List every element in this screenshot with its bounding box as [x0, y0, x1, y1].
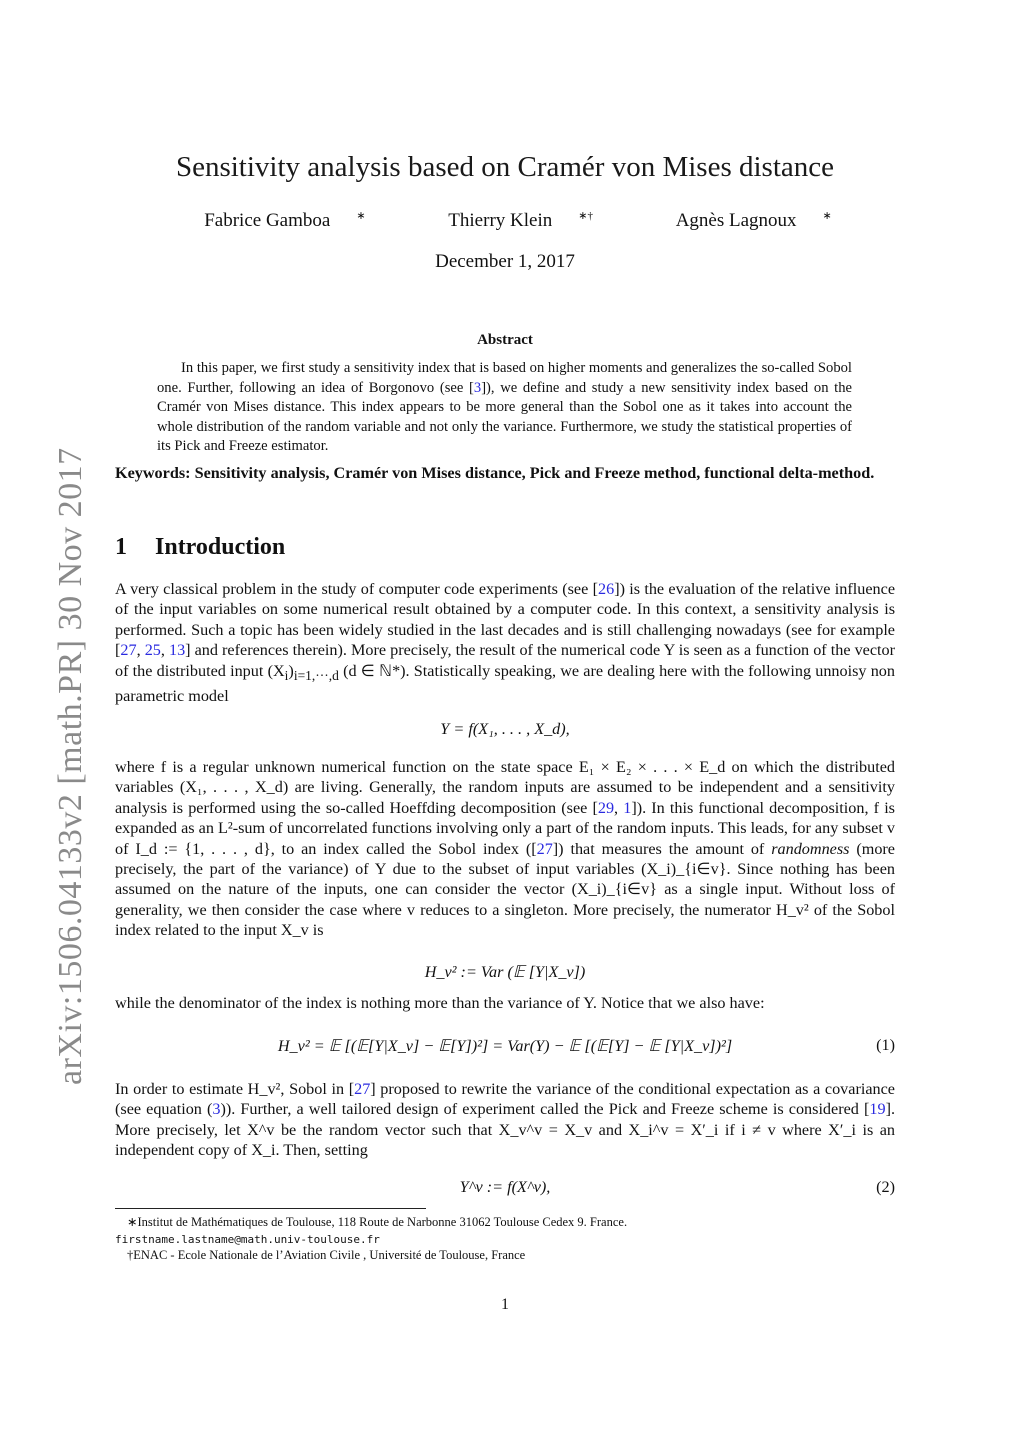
author: Thierry Klein ∗†: [448, 210, 593, 232]
abstract-heading: Abstract: [477, 332, 533, 348]
citation-link[interactable]: 3: [473, 379, 482, 396]
author-list: [0, 209, 1010, 232]
footnote-affiliation-1: ∗Institut de Mathématiques de Toulouse, 118 Route de Narbonne 31062 Toulouse Cedex 9. France. firstname.lastname@math.univ-toulouse.fr: [115, 1215, 628, 1246]
equation-1: H_v² = 𝔼 [(𝔼[Y|X_v] − 𝔼[Y])²] = Var(Y) − 𝔼 [(𝔼[Y] − 𝔼 [Y|X_v])²] (1): [277, 1036, 895, 1055]
arxiv-stamp: arXiv:1506.04133v2 [math.PR] 30 Nov 2017: [52, 447, 89, 1085]
citation-link[interactable]: 29: [597, 798, 615, 817]
citation-link[interactable]: 27: [120, 641, 137, 660]
citation-link[interactable]: 13: [168, 641, 186, 660]
paper-date: December 1, 2017: [435, 251, 575, 272]
equation-ref-link[interactable]: 3: [212, 1100, 221, 1119]
author: Agnès Lagnoux ∗: [675, 210, 832, 232]
paragraph: while the denominator of the index is nothing more than the variance of Y. Notice that we also have:: [115, 994, 765, 1012]
citation-link[interactable]: 27: [354, 1080, 371, 1098]
section-heading: 1 Introduction: [115, 534, 286, 560]
equation-2: Y^v := f(X^v), (2): [459, 1178, 895, 1196]
paper-title: Sensitivity analysis based on Cramér von Mises distance: [175, 151, 835, 183]
keywords: Keywords: Sensitivity analysis, Cramér von Mises distance, Pick and Freeze method, functional delta-method.: [115, 464, 875, 482]
abstract-text: In this paper, we first study a sensitivity index that is based on higher moments and generalizes the so-called Sobol one. Further, following an idea of Borgonovo (see [3]), we define and study a new sensitivity index based on the Cramér von Mises distance. This index appears to be more general than the Sobol one as it takes into account the whole distribution of the random variable and not only the variance. Furthermore, we study the statistical properties of its Pick and Freeze estimator.: [157, 360, 852, 454]
citation-link[interactable]: 25: [144, 641, 161, 660]
page-number: 1: [501, 1296, 509, 1313]
equation-number: (1): [876, 1036, 895, 1054]
email-link[interactable]: firstname.lastname@math.univ-toulouse.fr: [115, 1232, 380, 1246]
paragraph: where f is a regular unknown numerical function on the state space E₁ × E₂ × . . . × E_d on which the distributed variables (X₁, . . . , X_d) are living. Generally, the random inputs are assumed to be independent and a sensitivity analysis is performed using the so-called Hoeffding decomposition (see [29, 1]). In this functional decomposition, f is expanded as an L²-sum of uncorrelated functions involving only a part of the random inputs. This leads, for any subset v of I_d := {1, . . . , d}, to an index called the Sobol index ([27]) that measures the amount of randomness (more precisely, the part of the variance) of Y due to the subset of input variables (X_i)_{i∈v}. Since nothing has been assumed on the nature of the inputs, one can consider the vector (X_i)_{i∈v} as a single input. Without loss of generality, we then consider the case where v reduces to a singleton. More precisely, the numerator H_v² of the Sobol index related to the input X_v is: [115, 758, 895, 940]
citation-link[interactable]: 26: [598, 580, 615, 598]
equation: Y = f(X₁, . . . , X_d),: [440, 720, 570, 738]
footnote-affiliation-2: †ENAC - Ecole Nationale de l’Aviation Civile , Université de Toulouse, France: [127, 1248, 526, 1262]
citation-link[interactable]: 27: [536, 839, 553, 858]
paragraph: A very classical problem in the study of computer code experiments (see [26]) is the evaluation of the relative influence of the input variables on some numerical result obtained by a computer code. In this context, a sensitivity analysis is performed. Such a topic has been widely studied in the last decades and is still challenging nowadays (see for example [27, 25, 13] and references therein). More precisely, the result of the numerical code Y is seen as a function of the vector of the distributed input $(X_i)_{i=1,\cdot\cdot\cdot,d}$ (d ∈ ℕ*). Statistically speaking, we are dealing here with the following unnoisy non parametric model: [115, 580, 896, 706]
citation-link[interactable]: 19: [869, 1100, 886, 1119]
citation-link[interactable]: 1: [623, 798, 632, 817]
equation: H_v² := Var (𝔼 [Y|X_v]): [424, 963, 586, 981]
footnote-rule: [115, 1208, 426, 1209]
author: Fabrice Gamboa ∗: [204, 210, 366, 232]
paragraph: In order to estimate H_v², Sobol in [27] proposed to rewrite the variance of the conditional expectation as a covariance (see equation (3)). Further, a well tailored design of experiment called the Pick and Freeze scheme is considered [19]. More precisely, let X^v be the random vector such that X_v^v = X_v and X_i^v = X′_i if i ≠ v where X′_i is an independent copy of X_i. Then, setting: [115, 1080, 895, 1160]
equation-number: (2): [876, 1178, 895, 1196]
